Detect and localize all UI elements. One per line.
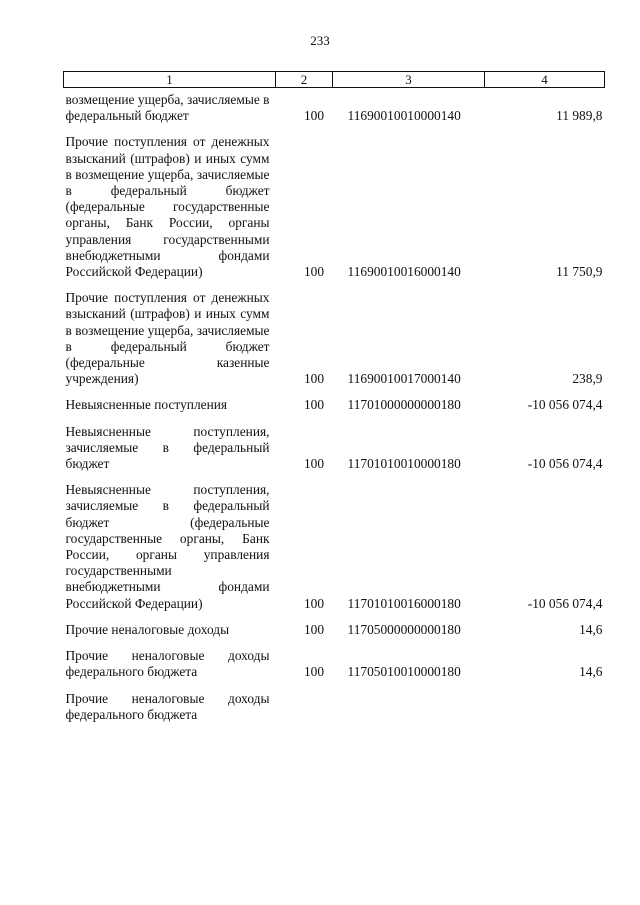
row-kbk: 11690010016000140 [347, 264, 461, 280]
row-sum: -10 056 074,4 [527, 456, 603, 472]
row-name: Прочие поступления от денежных взысканий (штрафов) и иных сумм в возмещение ущерба, зачисляемые в федеральный бюджет (федеральные казенные учреждения) [65, 290, 270, 387]
row-name: Прочие неналоговые доходы федерального бюджета [65, 648, 270, 680]
row-sum: 14,6 [579, 664, 603, 680]
row-spacer [64, 612, 605, 622]
row-kbk: 11690010017000140 [347, 371, 461, 387]
budget-revenue-table [63, 71, 605, 723]
row-kbk: 11701000000000180 [347, 397, 461, 413]
table-header-row [64, 72, 605, 88]
row-spacer [64, 387, 605, 397]
row-kbk: 11690010010000140 [347, 108, 461, 124]
column-header-3: 3 [333, 72, 485, 88]
row-sum: -10 056 074,4 [527, 595, 603, 611]
row-code: 100 [303, 456, 325, 472]
row-code: 100 [303, 371, 325, 387]
table-row [64, 482, 605, 612]
row-spacer [64, 124, 605, 134]
page-number: 233 [310, 33, 330, 48]
row-spacer [64, 681, 605, 691]
row-code: 100 [303, 621, 325, 637]
row-code: 100 [303, 664, 325, 680]
table-row [64, 290, 605, 387]
row-name: Невыясненные поступления, зачисляемые в федеральный бюджет [65, 423, 270, 472]
table-row [64, 134, 605, 280]
row-name: Невыясненные поступления [65, 397, 228, 413]
row-spacer [64, 638, 605, 648]
table-row [64, 622, 605, 638]
row-code: 100 [303, 264, 325, 280]
row-sum: 238,9 [572, 371, 603, 387]
table-row [64, 397, 605, 413]
row-sum [485, 691, 605, 723]
table-row [64, 92, 605, 124]
row-code [276, 691, 333, 723]
column-header-1: 1 [64, 72, 276, 88]
row-kbk: 11705000000000180 [347, 621, 461, 637]
row-sum: -10 056 074,4 [527, 397, 603, 413]
table-row [64, 424, 605, 473]
row-name: Прочие неналоговые доходы [65, 621, 230, 637]
row-code: 100 [303, 595, 325, 611]
row-name: Невыясненные поступления, зачисляемые в федеральный бюджет (федеральные государственные органы, Банк России, органы управления государственными внебюджетными фондами Российской Федерации) [65, 482, 270, 611]
row-kbk: 11701010010000180 [347, 456, 461, 472]
row-kbk: 11705010010000180 [347, 664, 461, 680]
table-row [64, 691, 605, 723]
row-code: 100 [303, 397, 325, 413]
row-spacer [64, 414, 605, 424]
row-spacer [64, 472, 605, 482]
row-kbk [333, 691, 485, 723]
row-name: Прочие поступления от денежных взысканий (штрафов) и иных сумм в возмещение ущерба, зачисляемые в федеральный бюджет (федеральные государственные органы, Банк России, органы управления государственными внебюджетными фондами Российской Федерации) [65, 134, 270, 280]
row-name: Прочие неналоговые доходы федерального бюджета [65, 690, 270, 722]
row-sum: 11 989,8 [556, 108, 603, 124]
row-name: возмещение ущерба, зачисляемые в федеральный бюджет [65, 92, 270, 124]
column-header-2: 2 [276, 72, 333, 88]
table-row [64, 648, 605, 680]
row-spacer [64, 280, 605, 290]
column-header-4: 4 [485, 72, 605, 88]
row-kbk: 11701010016000180 [347, 595, 461, 611]
row-code: 100 [303, 108, 325, 124]
row-sum: 11 750,9 [556, 264, 603, 280]
row-sum: 14,6 [579, 621, 603, 637]
